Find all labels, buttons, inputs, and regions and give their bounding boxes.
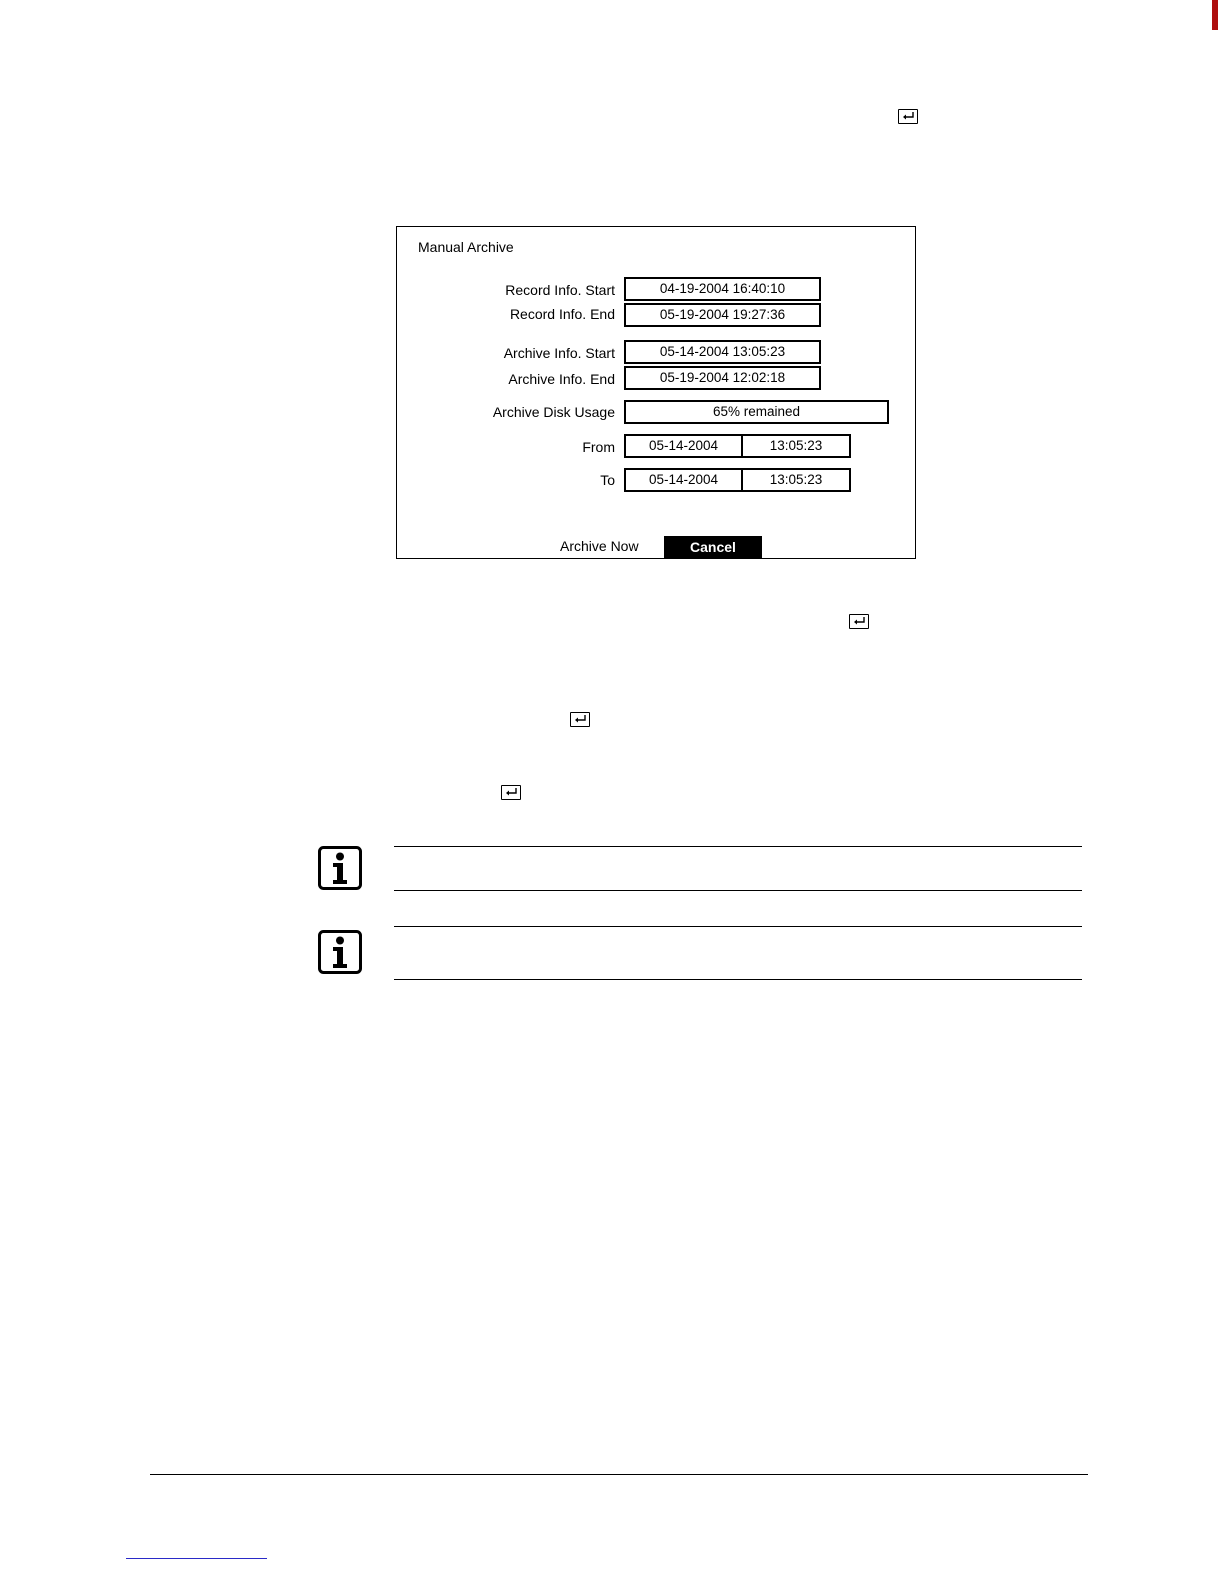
archive-end-field: 05-19-2004 12:02:18 xyxy=(624,366,821,390)
disk-usage-field: 65% remained xyxy=(624,400,889,424)
archive-start-label: Archive Info. Start xyxy=(503,345,615,361)
cancel-button[interactable]: Cancel xyxy=(664,536,762,558)
page-edge-marker xyxy=(1212,0,1218,30)
enter-key-icon xyxy=(849,614,869,629)
note-bottom-rule xyxy=(394,890,1082,891)
record-end-label: Record Info. End xyxy=(509,306,615,322)
info-note-icon xyxy=(318,846,362,890)
enter-key-icon xyxy=(570,712,590,727)
footer-rule xyxy=(150,1474,1088,1475)
archive-start-field: 05-14-2004 13:05:23 xyxy=(624,340,821,364)
to-time-field[interactable]: 13:05:23 xyxy=(741,468,851,492)
from-label: From xyxy=(582,439,615,455)
enter-key-icon xyxy=(898,109,918,124)
record-start-label: Record Info. Start xyxy=(505,282,615,298)
disk-usage-label: Archive Disk Usage xyxy=(492,404,615,420)
note-top-rule xyxy=(394,846,1082,847)
to-date-field[interactable]: 05-14-2004 xyxy=(624,468,743,492)
from-date-field[interactable]: 05-14-2004 xyxy=(624,434,743,458)
record-start-field: 04-19-2004 16:40:10 xyxy=(624,277,821,301)
record-end-field: 05-19-2004 19:27:36 xyxy=(624,303,821,327)
from-time-field[interactable]: 13:05:23 xyxy=(741,434,851,458)
info-note-icon xyxy=(318,930,362,974)
manual-archive-dialog xyxy=(396,226,916,559)
dialog-title: Manual Archive xyxy=(418,239,514,255)
archive-now-button[interactable]: Archive Now xyxy=(560,538,639,554)
archive-end-label: Archive Info. End xyxy=(508,371,615,387)
footer-link-underline[interactable] xyxy=(126,1558,267,1559)
to-label: To xyxy=(600,472,615,488)
note-top-rule xyxy=(394,926,1082,927)
note-bottom-rule xyxy=(394,979,1082,980)
enter-key-icon xyxy=(501,785,521,800)
